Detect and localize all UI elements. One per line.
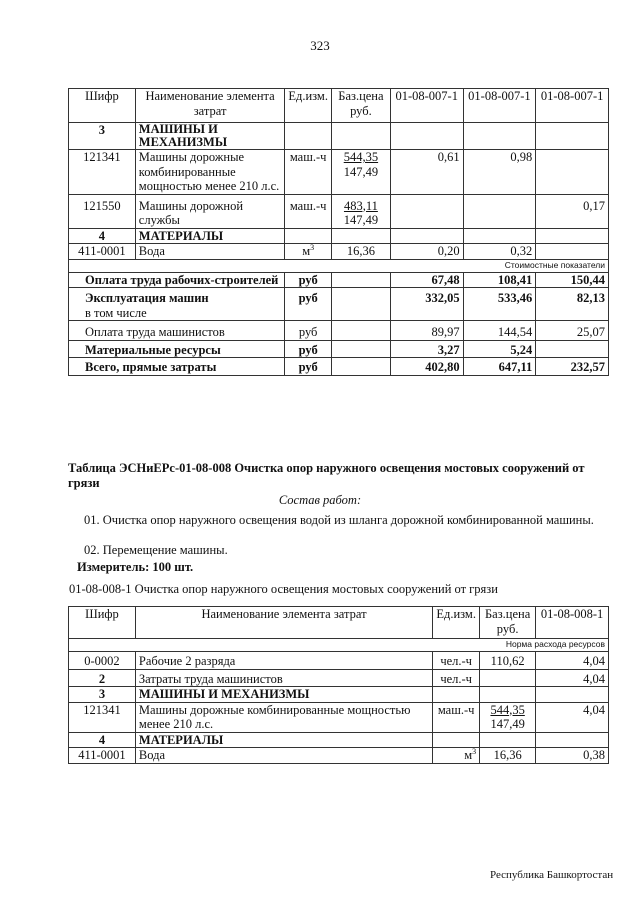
table-header-row <box>69 607 609 639</box>
table-row <box>69 340 609 358</box>
row-value-1 <box>390 194 463 228</box>
summary-name: Всего, прямые затраты <box>69 358 285 376</box>
row-value-1: 0,38 <box>536 748 609 764</box>
cost-indicators-row <box>69 259 609 272</box>
row-value-2 <box>463 194 536 228</box>
row-value-3 <box>536 244 609 260</box>
row-code: 0-0002 <box>69 652 136 670</box>
summary-value-1: 332,05 <box>390 288 463 321</box>
row-name: Затраты труда машинистов <box>135 669 432 687</box>
price-bottom: 147,49 <box>343 164 379 179</box>
table-row <box>69 358 609 376</box>
table-header-row <box>69 89 609 123</box>
row-value-1: 4,04 <box>536 702 609 732</box>
table-row <box>69 687 609 703</box>
price-top: 544,35 <box>490 702 525 717</box>
row-price: 16,36 <box>331 244 390 260</box>
row-code: 121550 <box>69 194 136 228</box>
row-code: 411-0001 <box>69 244 136 260</box>
row-value-1: 0,20 <box>390 244 463 260</box>
unit-superscript: 3 <box>310 242 315 252</box>
header-unit: Ед.изм. <box>433 607 480 639</box>
header-name: Наименование элемента затрат <box>135 89 285 123</box>
header-col2: 01-08-007-1 <box>463 89 536 123</box>
row-price: 16,36 <box>480 748 536 764</box>
summary-value-2: 144,54 <box>463 321 536 341</box>
work-composition-heading: Состав работ: <box>278 493 362 507</box>
row-name: Рабочие 2 разряда <box>135 652 432 670</box>
row-value-1: 4,04 <box>536 652 609 670</box>
table-row <box>69 702 609 732</box>
summary-value-3: 232,57 <box>536 358 609 376</box>
row-code: 121341 <box>69 702 136 732</box>
row-price <box>480 669 536 687</box>
header-price: Баз.цена руб. <box>331 89 390 123</box>
header-name: Наименование элемента затрат <box>135 607 432 639</box>
row-name: Вода <box>135 244 285 260</box>
measurement-label: Измеритель: <box>77 560 150 574</box>
row-name: Машины дорожной службы <box>135 194 285 228</box>
summary-value-2: 5,24 <box>463 340 536 358</box>
price-top: 544,35 <box>343 150 379 164</box>
price-top: 483,11 <box>343 198 378 213</box>
section-name: МАШИНЫ И МЕХАНИЗМЫ <box>135 687 432 703</box>
row-name: Машины дорожные комбинированные мощностью менее 210 л.с. <box>135 702 432 732</box>
summary-value-1: 89,97 <box>390 321 463 341</box>
summary-unit: руб <box>285 272 332 288</box>
section-name: МАТЕРИАЛЫ <box>135 228 285 244</box>
unit-base: м <box>464 748 473 762</box>
table-row <box>69 748 609 764</box>
unit-base: м <box>302 244 311 258</box>
measurement-value: 100 шт. <box>152 560 194 574</box>
summary-name: Оплата труда машинистов <box>69 321 285 341</box>
row-price <box>331 150 390 195</box>
row-value-1: 4,04 <box>536 669 609 687</box>
table-title: Таблица ЭСНиЕРс-01-08-008 Очистка опор наружного освещения мостовых сооружений от грязи <box>68 461 585 490</box>
summary-value-1: 402,80 <box>390 358 463 376</box>
table-row <box>69 288 609 321</box>
table-row <box>69 272 609 288</box>
row-unit: чел.-ч <box>433 652 480 670</box>
summary-value-2: 108,41 <box>463 272 536 288</box>
row-value-2: 0,98 <box>463 150 536 195</box>
summary-value-3: 25,07 <box>536 321 609 341</box>
resource-table-01-08-007 <box>68 88 609 376</box>
summary-name: Материальные ресурсы <box>69 340 285 358</box>
summary-name: Оплата труда рабочих-строителей <box>69 272 285 288</box>
unit-superscript: 3 <box>472 746 477 756</box>
row-price <box>480 702 536 732</box>
row-unit: чел.-ч <box>433 669 480 687</box>
row-price <box>331 194 390 228</box>
row-value-1: 0,61 <box>390 150 463 195</box>
summary-unit: руб <box>285 288 332 321</box>
section-code: 4 <box>69 732 136 748</box>
row-value-2: 0,32 <box>463 244 536 260</box>
summary-value-1: 3,27 <box>390 340 463 358</box>
header-col1: 01-08-008-1 <box>536 607 609 639</box>
table-row <box>69 228 609 244</box>
row-unit: маш.-ч <box>285 194 332 228</box>
summary-value-3: 150,44 <box>536 272 609 288</box>
header-col1: 01-08-007-1 <box>390 89 463 123</box>
summary-value-3: 82,13 <box>536 288 609 321</box>
summary-unit: руб <box>285 340 332 358</box>
header-col3: 01-08-007-1 <box>536 89 609 123</box>
table-row <box>69 652 609 670</box>
table-row <box>69 321 609 341</box>
table-row <box>69 669 609 687</box>
row-unit <box>285 244 332 260</box>
work-step-1: 01. Очистка опор наружного освещения водой из шланга дорожной комбинированной машины. <box>84 513 594 527</box>
table-row <box>69 244 609 260</box>
resource-table-01-08-008 <box>68 606 609 764</box>
footer-region: Республика Башкортостан <box>490 869 614 881</box>
row-code: 2 <box>69 669 136 687</box>
cost-indicators-label: Стоимостные показатели <box>69 259 609 272</box>
row-unit <box>433 748 480 764</box>
header-code: Шифр <box>69 607 136 639</box>
summary-sub: в том числе <box>85 305 147 320</box>
table-row <box>69 123 609 150</box>
summary-name-cell <box>69 288 285 321</box>
summary-value-3 <box>536 340 609 358</box>
summary-unit: руб <box>285 321 332 341</box>
section-code: 3 <box>69 123 136 150</box>
norm-label: Норма расхода ресурсов <box>69 639 609 652</box>
section-code: 4 <box>69 228 136 244</box>
table-row <box>69 732 609 748</box>
price-bottom: 147,49 <box>490 717 525 731</box>
summary-unit: руб <box>285 358 332 376</box>
table-row <box>69 194 609 228</box>
summary-value-2: 647,11 <box>463 358 536 376</box>
page-number: 323 <box>310 38 330 53</box>
row-value-3: 0,17 <box>536 194 609 228</box>
row-name: Вода <box>135 748 432 764</box>
row-price: 110,62 <box>480 652 536 670</box>
section-code: 3 <box>69 687 136 703</box>
row-unit: маш.-ч <box>433 702 480 732</box>
row-code: 121341 <box>69 150 136 195</box>
summary-value-1: 67,48 <box>390 272 463 288</box>
row-code: 411-0001 <box>69 748 136 764</box>
header-price: Баз.цена руб. <box>480 607 536 639</box>
measurement-unit <box>77 560 193 575</box>
section-name: МАТЕРИАЛЫ <box>135 732 432 748</box>
summary-name: Эксплуатация машин <box>85 291 209 305</box>
row-name: Машины дорожные комбинированные мощностью менее 210 л.с. <box>135 150 285 195</box>
norm-row <box>69 639 609 652</box>
section-name: МАШИНЫ И МЕХАНИЗМЫ <box>135 123 285 150</box>
summary-value-2: 533,46 <box>463 288 536 321</box>
header-unit: Ед.изм. <box>285 89 332 123</box>
work-step-2: 02. Перемещение машины. <box>84 543 228 557</box>
norm-subtitle: 01-08-008-1 Очистка опор наружного освещения мостовых сооружений от грязи <box>69 582 498 596</box>
header-code: Шифр <box>69 89 136 123</box>
table-row <box>69 150 609 195</box>
price-bottom: 147,49 <box>343 213 379 227</box>
row-unit: маш.-ч <box>285 150 332 195</box>
row-value-3 <box>536 150 609 195</box>
